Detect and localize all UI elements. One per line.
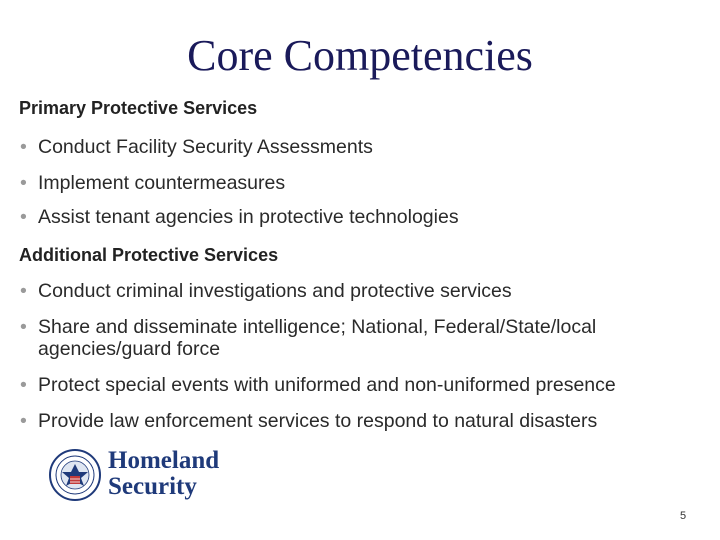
section-heading-primary: Primary Protective Services (19, 98, 258, 118)
bullet-text: Implement countermeasures (38, 172, 286, 194)
bullet-item (20, 280, 700, 302)
bullet-marker: • (20, 206, 27, 228)
logo-wordmark-line2: Security (108, 473, 197, 500)
homeland-security-logo (48, 448, 228, 504)
bullet-text: Protect special events with uniformed and non-uniformed presence (38, 374, 616, 396)
slide-title: Core Competencies (187, 31, 533, 80)
page-number: 5 (680, 510, 687, 522)
bullet-item (20, 316, 680, 360)
bullet-text: Conduct Facility Security Assessments (38, 136, 373, 158)
bullet-item (20, 172, 700, 194)
bullet-item (20, 374, 700, 396)
section-heading-additional: Additional Protective Services (19, 245, 279, 265)
bullet-marker: • (20, 136, 27, 158)
bullet-text: Share and disseminate intelligence; National, Federal/State/local agencies/guard force (38, 316, 597, 360)
bullet-text: Provide law enforcement services to respond to natural disasters (38, 410, 598, 432)
bullet-text: Assist tenant agencies in protective technologies (38, 206, 459, 228)
bullet-text: Conduct criminal investigations and protective services (38, 280, 512, 302)
bullet-item (20, 136, 700, 158)
bullet-item (20, 206, 700, 228)
bullet-marker: • (20, 280, 27, 302)
bullet-marker: • (20, 374, 27, 396)
bullet-item (20, 410, 700, 432)
bullet-marker: • (20, 410, 27, 432)
logo-wordmark-line1: Homeland (108, 447, 220, 474)
bullet-marker: • (20, 316, 27, 338)
bullet-marker: • (20, 172, 27, 194)
